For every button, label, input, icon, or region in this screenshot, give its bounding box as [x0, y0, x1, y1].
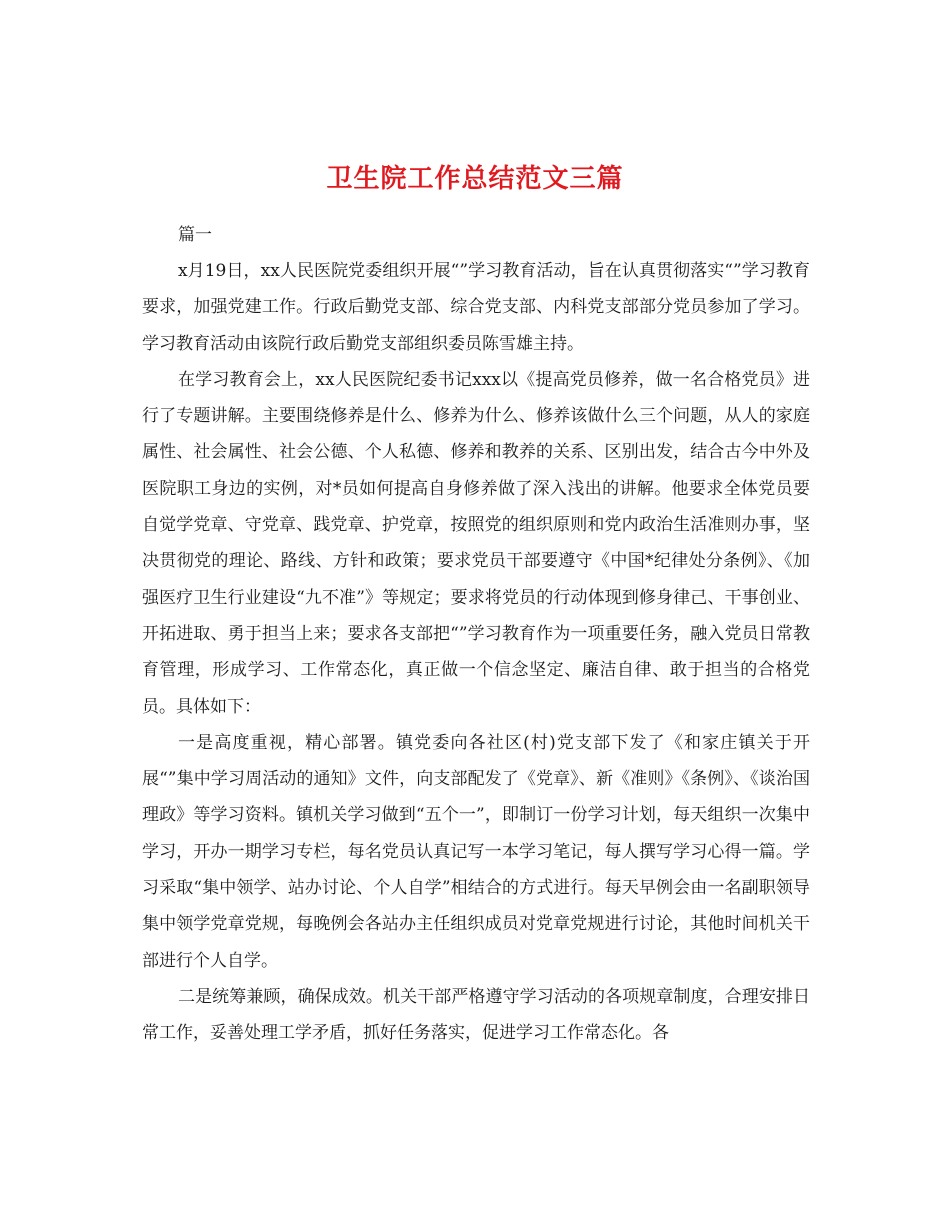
paragraph-1: x月19日，xx人民医院党委组织开展“”学习教育活动，旨在认真贯彻落实“”学习教育要求，加强党建工作。行政后勤党支部、综合党支部、内科党支部部分党员参加了学习。学习教育活动由该院行政后勤党支部组织委员陈雪雄主持。 [142, 261, 810, 354]
document-title: 卫生院工作总结范文三篇 [326, 164, 624, 195]
document-body [142, 217, 810, 1052]
paragraph-3: 一是高度重视，精心部署。镇党委向各社区(村)党支部下发了《和家庄镇关于开展“”集中学习周活动的通知》文件，向支部配发了《党章》、新《准则》《条例》、《谈治国理政》等学习资料。镇机关学习做到“五个一”，即制订一份学习计划，每天组织一次集中学习，开办一期学习专栏，每名党员认真记写一本学习笔记，每人撰写学习心得一篇。学习采取“集中领学、站办讨论、个人自学”相结合的方式进行。每天早例会由一名副职领导集中领学党章党规，每晚例会各站办主任组织成员对党章党规进行讨论，其他时间机关干部进行个人自学。 [142, 732, 810, 971]
paragraph-2: 在学习教育会上，xx人民医院纪委书记xxx以《提高党员修养，做一名合格党员》进行了专题讲解。主要围绕修养是什么、修养为什么、修养该做什么三个问题，从人的家庭属性、社会属性、社会公德、个人私德、修养和教养的关系、区别出发，结合古今中外及医院职工身边的实例，对*员如何提高自身修养做了深入浅出的讲解。他要求全体党员要自觉学党章、守党章、践党章、护党章，按照党的组织原则和党内政治生活准则办事，坚决贯彻党的理论、路线、方针和政策；要求党员干部要遵守《中国*纪律处分条例》、《加强医疗卫生行业建设“九不准”》等规定；要求将党员的行动体现到修身律己、干事创业、开拓进取、勇于担当上来；要求各支部把“”学习教育作为一项重要任务，融入党员日常教育管理，形成学习、工作常态化，真正做一个信念坚定、廉洁自律、敢于担当的合格党员。具体如下： [142, 369, 810, 717]
section-heading: 篇一 [178, 225, 212, 245]
paragraph-4: 二是统筹兼顾，确保成效。机关干部严格遵守学习活动的各项规章制度，合理安排日常工作，妥善处理工学矛盾，抓好任务落实，促进学习工作常态化。各 [142, 986, 810, 1044]
